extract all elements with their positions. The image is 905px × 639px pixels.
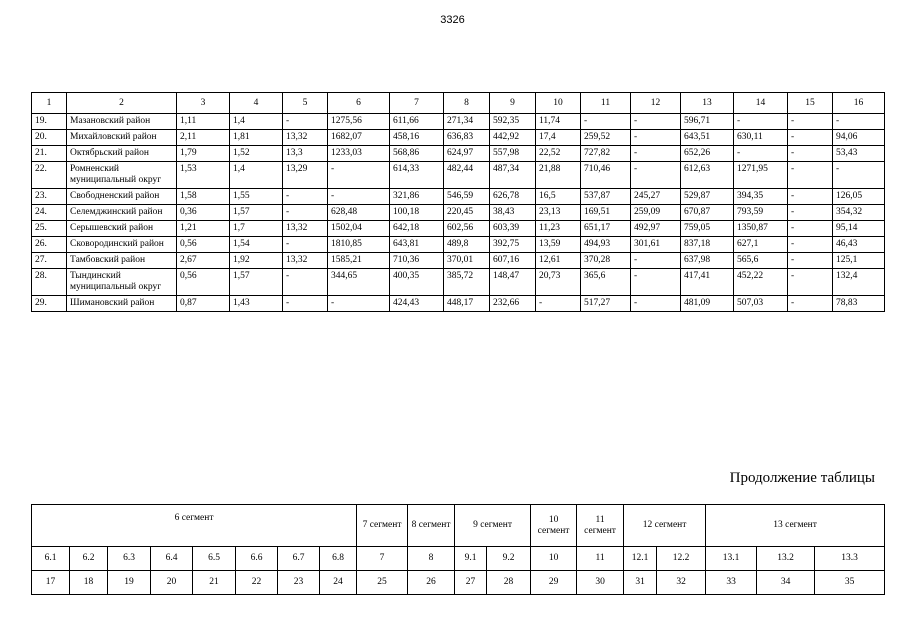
subheader-row bbox=[32, 547, 885, 571]
value-cell: 614,33 bbox=[390, 162, 444, 189]
row-number-cell: 27. bbox=[32, 253, 67, 269]
value-cell: 1275,56 bbox=[328, 114, 390, 130]
value-cell: 1,43 bbox=[230, 296, 283, 312]
table-row bbox=[32, 221, 885, 237]
value-cell: 321,86 bbox=[390, 189, 444, 205]
value-cell: 596,71 bbox=[681, 114, 734, 130]
value-cell: - bbox=[283, 237, 328, 253]
district-name-cell: Тамбовский район bbox=[67, 253, 177, 269]
column-number-cell: 24 bbox=[320, 571, 357, 595]
value-cell: 1271,95 bbox=[734, 162, 788, 189]
value-cell: 78,83 bbox=[833, 296, 885, 312]
subheader-cell: 6.5 bbox=[193, 547, 236, 571]
value-cell: 259,09 bbox=[631, 205, 681, 221]
value-cell: - bbox=[536, 296, 581, 312]
column-number-cell: 19 bbox=[108, 571, 151, 595]
column-number-cell: 28 bbox=[487, 571, 531, 595]
value-cell: 489,8 bbox=[444, 237, 490, 253]
column-number-cell: 25 bbox=[357, 571, 408, 595]
value-cell: - bbox=[631, 146, 681, 162]
value-cell: 636,83 bbox=[444, 130, 490, 146]
value-cell: 626,78 bbox=[490, 189, 536, 205]
value-cell: 630,11 bbox=[734, 130, 788, 146]
row-number-cell: 28. bbox=[32, 269, 67, 296]
value-cell: 1,4 bbox=[230, 114, 283, 130]
value-cell: - bbox=[734, 114, 788, 130]
value-cell: - bbox=[788, 296, 833, 312]
value-cell: 1502,04 bbox=[328, 221, 390, 237]
value-cell: 94,06 bbox=[833, 130, 885, 146]
value-cell: 46,43 bbox=[833, 237, 885, 253]
column-number-cell: 21 bbox=[193, 571, 236, 595]
value-cell: 627,1 bbox=[734, 237, 788, 253]
subheader-cell: 6.2 bbox=[70, 547, 108, 571]
table-row bbox=[32, 296, 885, 312]
subheader-cell: 6.6 bbox=[236, 547, 278, 571]
value-cell: 370,28 bbox=[581, 253, 631, 269]
subheader-cell: 9.2 bbox=[487, 547, 531, 571]
header-cell: 13 bbox=[681, 93, 734, 114]
value-cell: 0,56 bbox=[177, 237, 230, 253]
subheader-cell: 9.1 bbox=[455, 547, 487, 571]
header-cell: 3 bbox=[177, 93, 230, 114]
value-cell: - bbox=[631, 296, 681, 312]
segment-cell: 7 сегмент bbox=[357, 505, 408, 547]
value-cell: - bbox=[283, 269, 328, 296]
district-name-cell: Ромненский муниципальный округ bbox=[67, 162, 177, 189]
value-cell: 1682,07 bbox=[328, 130, 390, 146]
value-cell: 482,44 bbox=[444, 162, 490, 189]
value-cell: 232,66 bbox=[490, 296, 536, 312]
continuation-label: Продолжение таблицы bbox=[729, 470, 875, 486]
table-row bbox=[32, 130, 885, 146]
district-name-cell: Мазановский район bbox=[67, 114, 177, 130]
header-cell: 5 bbox=[283, 93, 328, 114]
value-cell: 607,16 bbox=[490, 253, 536, 269]
district-name-cell: Шимановский район bbox=[67, 296, 177, 312]
value-cell: 385,72 bbox=[444, 269, 490, 296]
column-number-cell: 18 bbox=[70, 571, 108, 595]
subheader-cell: 8 bbox=[408, 547, 455, 571]
value-cell: 417,41 bbox=[681, 269, 734, 296]
segment-cell: 11 сегмент bbox=[577, 505, 624, 547]
value-cell: - bbox=[631, 253, 681, 269]
segment-cell: 8 сегмент bbox=[408, 505, 455, 547]
value-cell: 126,05 bbox=[833, 189, 885, 205]
subheader-cell: 12.1 bbox=[624, 547, 657, 571]
header-cell: 7 bbox=[390, 93, 444, 114]
value-cell: 612,63 bbox=[681, 162, 734, 189]
value-cell: - bbox=[788, 253, 833, 269]
value-cell: 642,18 bbox=[390, 221, 444, 237]
value-cell: 2,11 bbox=[177, 130, 230, 146]
value-cell: 245,27 bbox=[631, 189, 681, 205]
value-cell: 13,32 bbox=[283, 130, 328, 146]
value-cell: 301,61 bbox=[631, 237, 681, 253]
row-number-cell: 22. bbox=[32, 162, 67, 189]
value-cell: 125,1 bbox=[833, 253, 885, 269]
row-number-cell: 26. bbox=[32, 237, 67, 253]
value-cell: 95,14 bbox=[833, 221, 885, 237]
value-cell: 148,47 bbox=[490, 269, 536, 296]
subheader-cell: 13.3 bbox=[815, 547, 885, 571]
value-cell: 1,52 bbox=[230, 146, 283, 162]
value-cell: 727,82 bbox=[581, 146, 631, 162]
column-number-cell: 20 bbox=[151, 571, 193, 595]
subheader-cell: 11 bbox=[577, 547, 624, 571]
value-cell: 132,4 bbox=[833, 269, 885, 296]
subheader-cell: 6.4 bbox=[151, 547, 193, 571]
value-cell: 1,57 bbox=[230, 205, 283, 221]
value-cell: 13,32 bbox=[283, 221, 328, 237]
column-number-cell: 22 bbox=[236, 571, 278, 595]
value-cell: - bbox=[788, 221, 833, 237]
value-cell: - bbox=[788, 146, 833, 162]
value-cell: 12,61 bbox=[536, 253, 581, 269]
subheader-cell: 13.1 bbox=[706, 547, 757, 571]
value-cell: 344,65 bbox=[328, 269, 390, 296]
value-cell: 38,43 bbox=[490, 205, 536, 221]
value-cell: 1,21 bbox=[177, 221, 230, 237]
value-cell: - bbox=[788, 162, 833, 189]
value-cell: 1585,21 bbox=[328, 253, 390, 269]
value-cell: 100,18 bbox=[390, 205, 444, 221]
value-cell: - bbox=[833, 114, 885, 130]
value-cell: - bbox=[631, 162, 681, 189]
value-cell: - bbox=[788, 237, 833, 253]
value-cell: 1,57 bbox=[230, 269, 283, 296]
value-cell: 1,79 bbox=[177, 146, 230, 162]
value-cell: - bbox=[833, 162, 885, 189]
value-cell: 602,56 bbox=[444, 221, 490, 237]
value-cell: - bbox=[734, 146, 788, 162]
value-cell: 637,98 bbox=[681, 253, 734, 269]
table-row bbox=[32, 146, 885, 162]
subheader-cell: 6.1 bbox=[32, 547, 70, 571]
value-cell: 53,43 bbox=[833, 146, 885, 162]
value-cell: 557,98 bbox=[490, 146, 536, 162]
value-cell: 13,32 bbox=[283, 253, 328, 269]
column-number-cell: 29 bbox=[531, 571, 577, 595]
value-cell: - bbox=[788, 130, 833, 146]
row-number-cell: 24. bbox=[32, 205, 67, 221]
subheader-cell: 6.3 bbox=[108, 547, 151, 571]
value-cell: 1,7 bbox=[230, 221, 283, 237]
subheader-cell: 6.8 bbox=[320, 547, 357, 571]
value-cell: - bbox=[328, 189, 390, 205]
value-cell: 0,87 bbox=[177, 296, 230, 312]
row-number-cell: 23. bbox=[32, 189, 67, 205]
segment-row bbox=[32, 505, 885, 547]
value-cell: - bbox=[631, 130, 681, 146]
column-number-cell: 17 bbox=[32, 571, 70, 595]
value-cell: 670,87 bbox=[681, 205, 734, 221]
value-cell: 793,59 bbox=[734, 205, 788, 221]
value-cell: 592,35 bbox=[490, 114, 536, 130]
value-cell: 11,23 bbox=[536, 221, 581, 237]
value-cell: 643,81 bbox=[390, 237, 444, 253]
value-cell: 529,87 bbox=[681, 189, 734, 205]
subheader-cell: 10 bbox=[531, 547, 577, 571]
value-cell: 492,97 bbox=[631, 221, 681, 237]
column-number-cell: 23 bbox=[278, 571, 320, 595]
segment-cell: 12 сегмент bbox=[624, 505, 706, 547]
value-cell: 365,6 bbox=[581, 269, 631, 296]
value-cell: 169,51 bbox=[581, 205, 631, 221]
header-cell: 14 bbox=[734, 93, 788, 114]
district-name-cell: Тындинский муниципальный округ bbox=[67, 269, 177, 296]
value-cell: - bbox=[631, 269, 681, 296]
segment-cell: 9 сегмент bbox=[455, 505, 531, 547]
value-cell: 0,36 bbox=[177, 205, 230, 221]
value-cell: 11,74 bbox=[536, 114, 581, 130]
value-cell: 537,87 bbox=[581, 189, 631, 205]
header-cell: 16 bbox=[833, 93, 885, 114]
value-cell: 20,73 bbox=[536, 269, 581, 296]
district-name-cell: Серышевский район bbox=[67, 221, 177, 237]
segment-cell: 6 сегмент bbox=[32, 505, 357, 547]
value-cell: - bbox=[283, 205, 328, 221]
value-cell: 452,22 bbox=[734, 269, 788, 296]
value-cell: 546,59 bbox=[444, 189, 490, 205]
page-number: 3326 bbox=[440, 14, 465, 26]
row-number-cell: 25. bbox=[32, 221, 67, 237]
value-cell: - bbox=[788, 205, 833, 221]
header-cell: 1 bbox=[32, 93, 67, 114]
value-cell: 259,52 bbox=[581, 130, 631, 146]
value-cell: 23,13 bbox=[536, 205, 581, 221]
value-cell: 21,88 bbox=[536, 162, 581, 189]
value-cell: - bbox=[283, 189, 328, 205]
value-cell: 1,55 bbox=[230, 189, 283, 205]
value-cell: 710,36 bbox=[390, 253, 444, 269]
value-cell: 1350,87 bbox=[734, 221, 788, 237]
value-cell: 481,09 bbox=[681, 296, 734, 312]
value-cell: 22,52 bbox=[536, 146, 581, 162]
value-cell: 2,67 bbox=[177, 253, 230, 269]
table-row bbox=[32, 269, 885, 296]
segment-header-table bbox=[31, 504, 885, 595]
value-cell: 1,4 bbox=[230, 162, 283, 189]
column-number-cell: 33 bbox=[706, 571, 757, 595]
value-cell: 1,81 bbox=[230, 130, 283, 146]
value-cell: 611,66 bbox=[390, 114, 444, 130]
value-cell: 424,43 bbox=[390, 296, 444, 312]
value-cell: 394,35 bbox=[734, 189, 788, 205]
value-cell: - bbox=[581, 114, 631, 130]
subheader-cell: 7 bbox=[357, 547, 408, 571]
value-cell: 651,17 bbox=[581, 221, 631, 237]
column-number-cell: 34 bbox=[757, 571, 815, 595]
value-cell: 568,86 bbox=[390, 146, 444, 162]
value-cell: 1810,85 bbox=[328, 237, 390, 253]
header-cell: 4 bbox=[230, 93, 283, 114]
value-cell: 837,18 bbox=[681, 237, 734, 253]
main-data-table bbox=[31, 92, 885, 312]
value-cell: 370,01 bbox=[444, 253, 490, 269]
row-number-cell: 19. bbox=[32, 114, 67, 130]
value-cell: 13,59 bbox=[536, 237, 581, 253]
table-row bbox=[32, 205, 885, 221]
value-cell: 624,97 bbox=[444, 146, 490, 162]
header-cell: 2 bbox=[67, 93, 177, 114]
value-cell: 392,75 bbox=[490, 237, 536, 253]
value-cell: - bbox=[328, 296, 390, 312]
table-row bbox=[32, 253, 885, 269]
value-cell: - bbox=[283, 296, 328, 312]
header-cell: 8 bbox=[444, 93, 490, 114]
value-cell: 17,4 bbox=[536, 130, 581, 146]
subheader-cell: 6.7 bbox=[278, 547, 320, 571]
column-number-cell: 32 bbox=[657, 571, 706, 595]
subheader-cell: 13.2 bbox=[757, 547, 815, 571]
value-cell: 1,54 bbox=[230, 237, 283, 253]
subheader-cell: 12.2 bbox=[657, 547, 706, 571]
value-cell: 1233,03 bbox=[328, 146, 390, 162]
value-cell: 759,05 bbox=[681, 221, 734, 237]
value-cell: 0,56 bbox=[177, 269, 230, 296]
column-number-cell: 30 bbox=[577, 571, 624, 595]
row-number-cell: 29. bbox=[32, 296, 67, 312]
value-cell: 710,46 bbox=[581, 162, 631, 189]
value-cell: 271,34 bbox=[444, 114, 490, 130]
value-cell: 442,92 bbox=[490, 130, 536, 146]
header-cell: 6 bbox=[328, 93, 390, 114]
segment-cell: 13 сегмент bbox=[706, 505, 885, 547]
district-name-cell: Свободненский район bbox=[67, 189, 177, 205]
column-number-cell: 31 bbox=[624, 571, 657, 595]
district-name-cell: Михайловский район bbox=[67, 130, 177, 146]
header-cell: 15 bbox=[788, 93, 833, 114]
table-row bbox=[32, 114, 885, 130]
district-name-cell: Селемджинский район bbox=[67, 205, 177, 221]
value-cell: 354,32 bbox=[833, 205, 885, 221]
value-cell: - bbox=[788, 269, 833, 296]
district-name-cell: Сковородинский район bbox=[67, 237, 177, 253]
value-cell: - bbox=[328, 162, 390, 189]
row-number-cell: 20. bbox=[32, 130, 67, 146]
value-cell: 1,58 bbox=[177, 189, 230, 205]
value-cell: 13,29 bbox=[283, 162, 328, 189]
value-cell: - bbox=[283, 114, 328, 130]
value-cell: 220,45 bbox=[444, 205, 490, 221]
segment-cell: 10 сегмент bbox=[531, 505, 577, 547]
value-cell: 13,3 bbox=[283, 146, 328, 162]
value-cell: - bbox=[631, 114, 681, 130]
row-number-cell: 21. bbox=[32, 146, 67, 162]
header-cell: 12 bbox=[631, 93, 681, 114]
value-cell: 565,6 bbox=[734, 253, 788, 269]
header-cell: 9 bbox=[490, 93, 536, 114]
column-number-cell: 27 bbox=[455, 571, 487, 595]
column-number-cell: 35 bbox=[815, 571, 885, 595]
value-cell: - bbox=[788, 189, 833, 205]
value-cell: 1,11 bbox=[177, 114, 230, 130]
value-cell: 1,92 bbox=[230, 253, 283, 269]
value-cell: 448,17 bbox=[444, 296, 490, 312]
value-cell: 1,53 bbox=[177, 162, 230, 189]
value-cell: 458,16 bbox=[390, 130, 444, 146]
value-cell: 628,48 bbox=[328, 205, 390, 221]
value-cell: 507,03 bbox=[734, 296, 788, 312]
header-cell: 11 bbox=[581, 93, 631, 114]
value-cell: 494,93 bbox=[581, 237, 631, 253]
value-cell: 652,26 bbox=[681, 146, 734, 162]
table-header-row bbox=[32, 93, 885, 114]
table-row bbox=[32, 237, 885, 253]
table-row bbox=[32, 162, 885, 189]
column-number-row bbox=[32, 571, 885, 595]
value-cell: 643,51 bbox=[681, 130, 734, 146]
column-number-cell: 26 bbox=[408, 571, 455, 595]
table-row bbox=[32, 189, 885, 205]
value-cell: 400,35 bbox=[390, 269, 444, 296]
value-cell: 487,34 bbox=[490, 162, 536, 189]
value-cell: - bbox=[788, 114, 833, 130]
district-name-cell: Октябрьский район bbox=[67, 146, 177, 162]
header-cell: 10 bbox=[536, 93, 581, 114]
value-cell: 517,27 bbox=[581, 296, 631, 312]
value-cell: 16,5 bbox=[536, 189, 581, 205]
value-cell: 603,39 bbox=[490, 221, 536, 237]
